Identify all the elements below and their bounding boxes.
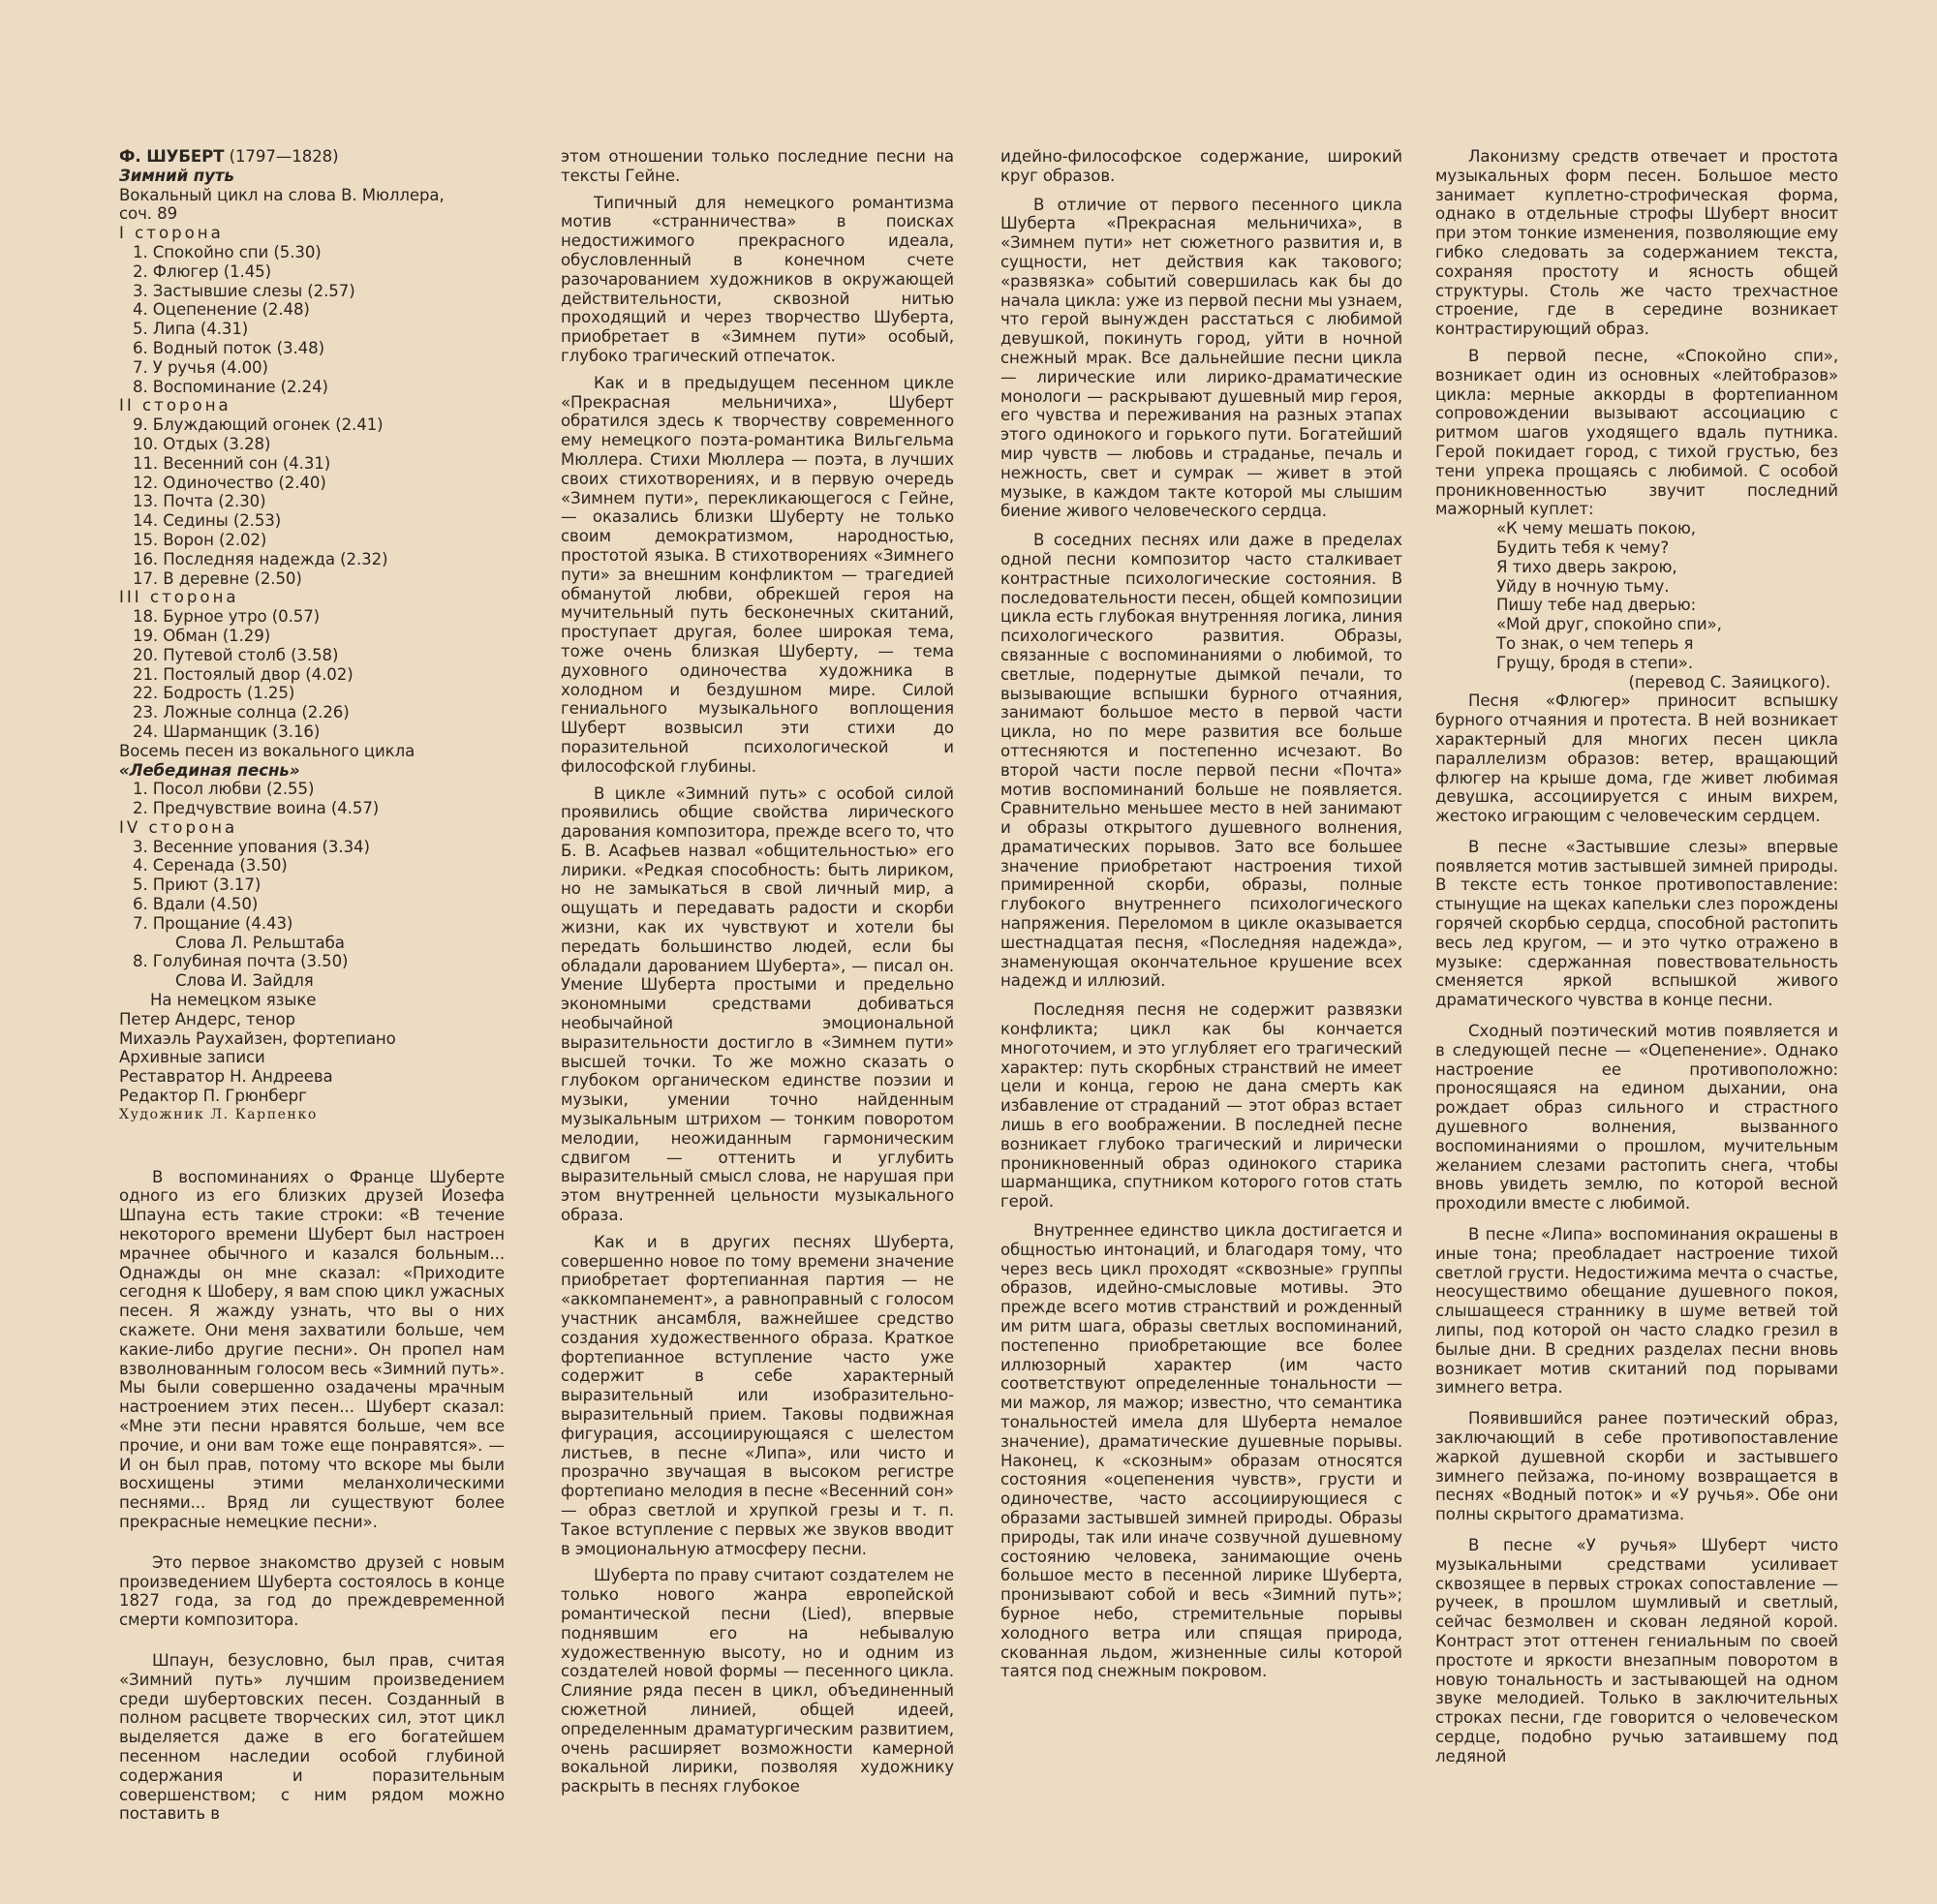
column-3 <box>1000 147 1402 1681</box>
swan-tracklist-b <box>119 838 505 934</box>
work-subtitle: Вокальный цикл на слова В. Мюллера, <box>119 185 445 204</box>
track-item: 3. Весенние упования (3.34) <box>133 837 370 856</box>
column-4-text-b <box>1435 691 1838 1766</box>
paragraph: Последняя песня не содержит развязки конфликта; цикл как бы кончается многоточием, и это углубляет его трагический характер: путь скорбных странствий не имеет цели и конца, герою не дана смерть как избавление от страданий — этот образ встает лишь в его воображении. В последней песне возникает глубоко трагический и лирически проникновенный образ одинокого старика шарманщика, спутником которого готов стать герой. <box>1000 1000 1402 1212</box>
credit-line: Реставратор Н. Андреева <box>119 1067 333 1087</box>
poem-quote <box>1435 519 1838 672</box>
credit-line: Редактор П. Грюнберг <box>119 1087 307 1106</box>
composer-years: (1797—1828) <box>224 147 339 166</box>
track-item: 7. У ручья (4.00) <box>133 357 268 377</box>
column-4 <box>1435 147 1838 1766</box>
paragraph: В песне «Застывшие слезы» впервые появляется мотив застывшей зимней природы. В тексте есть тонкое противопоставление: стынущие на щеках капельки слез порождены горячей скорбью сердца, способной растопить весь лед кругом, — и это чутко отражено в музыке: сдержанная повествовательность сменяется яркой вспышкой живого драматического чувства в конце песни. <box>1435 837 1838 1010</box>
words-rellstab: Слова Л. Рельштаба <box>175 933 345 952</box>
credit-line: Петер Андерс, тенор <box>119 1009 295 1029</box>
paragraph: Песня «Флюгер» приносит вспышку бурного отчаяния и протеста. В ней возникает характерный для многих песен цикла параллелизм образов: ветер, вращающий флюгер на крыше дома, где живет любимая девушка, ассоциируется с иным вихрем, жестоко играющим с человеческим сердцем. <box>1435 691 1838 826</box>
track-item: 7. Прощание (4.43) <box>133 913 293 933</box>
paragraph: идейно-философское содержание, широкий круг образов. <box>1000 147 1402 185</box>
paragraph: Типичный для немецкого романтизма мотив «странничества» в поисках недостижимого прекрасного идеала, обусловленный в конечном счете разочарованием художников в окружающей действительности, сквозной нитью проходящий и через творчество Шуберта, приобретает в «Зимнем пути» особый, глубоко трагический отпечаток. <box>561 193 954 365</box>
swan-title: «Лебединая песнь» <box>119 760 300 780</box>
track-item: 24. Шарманщик (3.16) <box>133 722 321 741</box>
words-seidl: Слова И. Зайдля <box>175 971 314 991</box>
paragraph: Как и в предыдущем песенном цикле «Прекрасная мельничиха», Шуберт обратился здесь к творчеству современного ему немецкого поэта-романтика Вильгельма Мюллера. Стихи Мюллера — поэта, в лучших своих стихотворениях, и в первую очередь «Зимнем пути», перекликающегося с Гейне, — оказались близки Шуберту не только своим демократизмом, народностью, простотой языка. В стихотворениях «Зимнего пути» за внешним конфликтом — трагедией обманутой любви, обрекшей героя на мучительный путь бесконечных скитаний, проступает другая, более широкая тема, тоже очень близкая Шуберту, — тема духовного одиночества художника в холодном и бездушном мире. Силой гениального музыкального воплощения Шуберт возвысил эти стихи до поразительной психологической и философской глубины. <box>561 373 954 776</box>
artist-credit: Художник Л. Карпенко <box>119 1106 318 1122</box>
paragraph: В цикле «Зимний путь» с особой силой проявились общие свойства лирического дарования композитора, прежде всего то, что Б. В. Асафьев назвал «общительностью» его лирики. «Редкая способность: быть лириком, но не замыкаться в свой личный мир, а ощущать и передавать радости и скорби жизни, как их чувствуют и хотели бы передать большинство людей, если бы обладали дарованием Шуберта», — писал он. Умение Шуберта простыми и предельно экономными средствами добиваться необычайной эмоциональной выразительности достигло в «Зимнем пути» высшей точки. То же можно сказать о глубоком органическом единстве поэзии и музыки, умении точно найденным музыкальным штрихом — тонким поворотом мелодии, неожиданным гармоническим сдвигом — оттенить и углубить выразительный смысл слова, не нарушая при этом внутренней цельности музыкального образа. <box>561 783 954 1225</box>
track-item: 3. Застывшие слезы (2.57) <box>133 281 355 300</box>
track-item: 4. Оцепенение (2.48) <box>133 300 310 320</box>
track-item: 5. Приют (3.17) <box>133 875 261 895</box>
column-4-text-a <box>1435 147 1838 519</box>
column-3-text <box>1000 147 1402 1681</box>
track-item: 13. Почта (2.30) <box>133 492 266 511</box>
track-item: 17. В деревне (2.50) <box>133 568 302 588</box>
credits-list <box>119 1010 505 1106</box>
track-item: 18. Бурное утро (0.57) <box>133 607 321 627</box>
track-item: 22. Бодрость (1.25) <box>133 684 295 703</box>
track-8: 8. Голубиная почта (3.50) <box>133 952 349 971</box>
paragraph: В воспоминаниях о Франце Шуберте одного из его близких друзей Йозефа Шпауна есть такие строки: «В течение некоторого времени Шуберт был настроен мрачнее обычного и казался больным... Однажды он мне сказал: «Приходите сегодня к Шоберу, я вам спою цикл ужасных песен. Я жажду узнать, что вы о них скажете. Они меня захватили больше, чем какие-либо другие песни». Он пропел нам взволнованным голосом весь «Зимний путь». Мы были совершенно озадачены мрачным настроением этих песен... Шуберт сказал: «Мне эти песни нравятся больше, чем все прочие, и они вам тоже еще понравятся». — И он был прав, потому что вскоре мы были восхищены этими меланхолическими песнями... Вряд ли существуют более прекрасные немецкие песни». <box>119 1167 505 1531</box>
poem-attribution: (перевод С. Заяицкого). <box>1628 672 1830 691</box>
paragraph: Шуберта по праву считают создателем не только нового жанра европейской романтической песни (Lied), впервые поднявшим его на небывалую художественную высоту, но и одним из создателей новой формы — песенного цикла. Слияние ряда песен в цикл, объединенный сюжетной линией, общей идеей, определенным драматургическим развитием, очень расширяет возможности камерной вокальной лирики, позволяя художнику раскрыть в песнях глубокое <box>561 1566 954 1797</box>
poem-line: Уйду в ночную тьму. <box>1496 576 1670 596</box>
poem-line: Я тихо дверь закрою, <box>1496 557 1677 576</box>
poem-line: «К чему мешать покою, <box>1496 519 1696 538</box>
track-item: 23. Ложные солнца (2.26) <box>133 703 350 722</box>
credit-line: Михаэль Раухайзен, фортепиано <box>119 1029 396 1048</box>
track-item: 15. Ворон (2.02) <box>133 530 267 549</box>
side-label: I сторона <box>119 224 224 243</box>
swan-tracklist-a <box>119 780 505 818</box>
track-item: 19. Обман (1.29) <box>133 626 271 645</box>
paragraph: Появившийся ранее поэтический образ, заключающий в себе противопоставление жаркой душевной скорби и застывшего зимнего пейзажа, по-иному возвращается в песнях «Водный поток» и «У ручья». Обе они полны скрытого драматизма. <box>1435 1409 1838 1524</box>
opus-number: соч. 89 <box>119 204 178 224</box>
track-item: 5. Липа (4.31) <box>133 320 249 339</box>
paragraph: Внутреннее единство цикла достигается и общностью интонаций, и благодаря тому, что через весь цикл проходят «сквозные» группы образов, идейно-смысловые мотивы. Это прежде всего мотив странствий и рожденный им ритм шага, образы светлых воспоминаний, постепенно приобретающие все более иллюзорный характер (им часто соответствуют определенные тональности — ми мажор, ля мажор; известно, что семантика тональностей имела для Шуберта немалое значение), драматические душевные порывы. Наконец, к «скозным» образам относятся состояния «оцепенения чувств», грусти и одиночестве, часто ассоциирующиеся с образами застывшей зимней природы. Образы природы, так или иначе созвучной душевному состоянию человека, занимающие очень большое место в песенной лирике Шуберта, пронизывают собой и весь «Зимний путь»; бурное небо, стремительные порывы холодного ветра или спящая природа, скованная льдом, жизненные силы которой таятся под снежным покровом. <box>1000 1221 1402 1681</box>
paragraph: Сходный поэтический мотив появляется и в следующей песне — «Оцепенение». Однако настроение ее противоположно: проносящаяся на едином дыхании, она рождает образ сильного и страстного душевного волнения, вызванного воспоминаниями о прошлом, мучительным желанием слезами растопить снега, чтобы вновь увидеть землю, по которой весной проходили вместе с любимой. <box>1435 1022 1838 1213</box>
column-1-text <box>119 1168 505 1825</box>
swan-intro: Восемь песен из вокального цикла <box>119 741 415 760</box>
paragraph: В отличие от первого песенного цикла Шуберта «Прекрасная мельничиха», в «Зимнем пути» нет сюжетного развития и, в сущности, нет действия как такового; «развязка» событий совершилась как бы до начала цикла: уже из первой песни мы узнаем, что герой вынужден расстаться с любимой девушкой, покинуть город, уйти в ночной снежный мрак. Все дальнейшие песни цикла — лирические или лирико-драматические монологи — раскрывают душевный мир героя, его чувства и переживания на разных этапах этого одинокого и горького пути. Богатейший мир чувств — любовь и страданье, печаль и нежность, свет и сумрак — живет в этой музыке, в каждом такте которой мы слышим биение живого человеческого сердца. <box>1000 195 1402 521</box>
track-item: 11. Весенний сон (4.31) <box>133 453 331 473</box>
track-item: 20. Путевой столб (3.58) <box>133 645 339 664</box>
track-item: 21. Постоялый двор (4.02) <box>133 664 354 684</box>
paragraph: В песне «У ручья» Шуберт чисто музыкальными средствами усиливает сквозящее в первых строках сопоставление — ручеек, в прошлом шумливый и светлый, сейчас безмолвен и скован ледяной корой. Контраст этот оттенен гениальным по своей простоте и яркости внезапным поворотом в новую тональность и застывающей на одном звуке мелодией. Только в заключительных строках песни, где говорится о человеческом сердце, подобно ручью затаившему под ледяной <box>1435 1535 1838 1766</box>
column-2 <box>561 147 954 1797</box>
track-item: 14. Седины (2.53) <box>133 511 282 531</box>
paragraph: Шпаун, безусловно, был прав, считая «Зимний путь» лучшим произведением среди шубертовских песен. Созданный в полном расцвете творческих сил, этот цикл выделяется даже в его богатейшем песенном наследии особой глубиной содержания и поразительным совершенством; с ним рядом можно поставить в <box>119 1650 505 1824</box>
track-item: 6. Вдали (4.50) <box>133 895 259 914</box>
column-2-text <box>561 147 954 1797</box>
paragraph: этом отношении только последние песни на тексты Гейне. <box>561 147 954 185</box>
paragraph: Это первое знакомство друзей с новым произведением Шуберта состоялось в конце 1827 года, за год до преждевременной смерти композитора. <box>119 1552 505 1630</box>
track-item: 9. Блуждающий огонек (2.41) <box>133 415 384 435</box>
track-item: 16. Последняя надежда (2.32) <box>133 549 388 568</box>
poem-line: То знак, о чем теперь я <box>1496 633 1694 653</box>
track-item: 2. Предчувствие воина (4.57) <box>133 799 380 818</box>
poem-line: Будить тебя к чему? <box>1496 537 1670 557</box>
column-1 <box>119 147 505 1824</box>
language-note: На немецком языке <box>150 991 317 1010</box>
side-label-4: IV сторона <box>119 817 238 837</box>
header-line <box>119 147 505 167</box>
track-item: 1. Посол любви (2.55) <box>133 780 315 799</box>
side-label: II сторона <box>119 396 231 415</box>
poem-line: Грущу, бродя в степи». <box>1496 653 1694 672</box>
work-title: Зимний путь <box>119 166 234 185</box>
side-label: III сторона <box>119 588 239 607</box>
paragraph: Лаконизму средств отвечает и простота музыкальных форм песен. Большое место занимает куплетно-строфическая форма, однако в отдельные строфы Шуберт вносит при этом тонкие изменения, позволяющие ему гибко следовать за содержанием текста, сохраняя простоту и ясность общей структуры. Столь же часто трехчастное строение, где в середине возникает контрастирующий образ. <box>1435 147 1838 339</box>
track-item: 8. Воспоминание (2.24) <box>133 377 328 396</box>
track-item: 6. Водный поток (3.48) <box>133 338 324 357</box>
track-item: 12. Одиночество (2.40) <box>133 473 326 492</box>
track-item: 4. Серенада (3.50) <box>133 856 288 875</box>
poem-line: «Мой друг, спокойно спи», <box>1496 615 1722 634</box>
track-item: 2. Флюгер (1.45) <box>133 261 271 281</box>
paragraph: В песне «Липа» воспоминания окрашены в иные тона; преобладает настроение тихой светлой грусти. Недостижима мечта о счастье, неосуществимо обещание душевного покоя, слышащееся страннику в шуме ветвей той липы, под которой он часто сладко грезил в былые дни. В средних разделах песни вновь возникает мотив скитаний под порывами зимнего ветра. <box>1435 1225 1838 1397</box>
paragraph: В первой песне, «Спокойно спи», возникает один из основных «лейтобразов» цикла: мерные аккорды в фортепианном сопровождении вызывают ассоциацию с ритмом шагов уходящего вдаль путника. Герой покидает город, с тихой грустью, без тени упрека прощаясь с любимой. С особой проникновенностью звучит последний мажорный куплет: <box>1435 346 1838 519</box>
track-item: 10. Отдых (3.28) <box>133 434 271 453</box>
paragraph: Как и в других песнях Шуберта, совершенно новое по тому времени значение приобретает фортепианная партия — не «аккомпанемент», а равноправный с голосом участник ансамбля, важнейшее средство создания художественного образа. Краткое фортепианное вступление часто уже содержит в себе характерный выразительный или изобразительно-выразительный прием. Таковы подвижная фигурация, ассоциирующаяся с шелестом листьев, в песне «Липа», или чисто и прозрачно звучащая в высоком регистре фортепиано мелодия в песне «Весенний сон» — образ светлой и хрупкой грезы и т. п. Такое вступление с первых же звуков вводит в эмоциональную атмосферу песни. <box>561 1232 954 1558</box>
credit-line: Архивные записи <box>119 1048 265 1067</box>
paragraph: В соседних песнях или даже в пределах одной песни композитор часто сталкивает контрастные психологические состояния. В последовательности песен, общей композиции цикла есть глубокая внутренняя логика, линия психологического развития. Образы, связанные с воспоминаниями о любимой, то светлые, подернутые дымкой печали, то вызывающие вспышки бурного отчаяния, занимают большое место в первой части цикла, но по мере развития все больше оттесняются и постепенно исчезают. Во второй части после первой песни «Почта» мотив воспоминаний больше не появляется. Сравнительно меньшее место в ней занимают и образы открытого душевного волнения, драматических порывов. Зато все большее значение приобретают настроения тихой примиренной скорби, образы, полные глубокого внутреннего психологического напряжения. Переломом в цикле оказывается шестнадцатая песня, «Последняя надежда», знаменующая окончательное крушение всех надежд и иллюзий. <box>1000 531 1402 991</box>
poem-line: Пишу тебе над дверью: <box>1496 596 1697 615</box>
tracklist <box>119 224 505 742</box>
composer-name: Ф. ШУБЕРТ <box>119 147 225 166</box>
track-item: 1. Спокойно спи (5.30) <box>133 242 322 261</box>
